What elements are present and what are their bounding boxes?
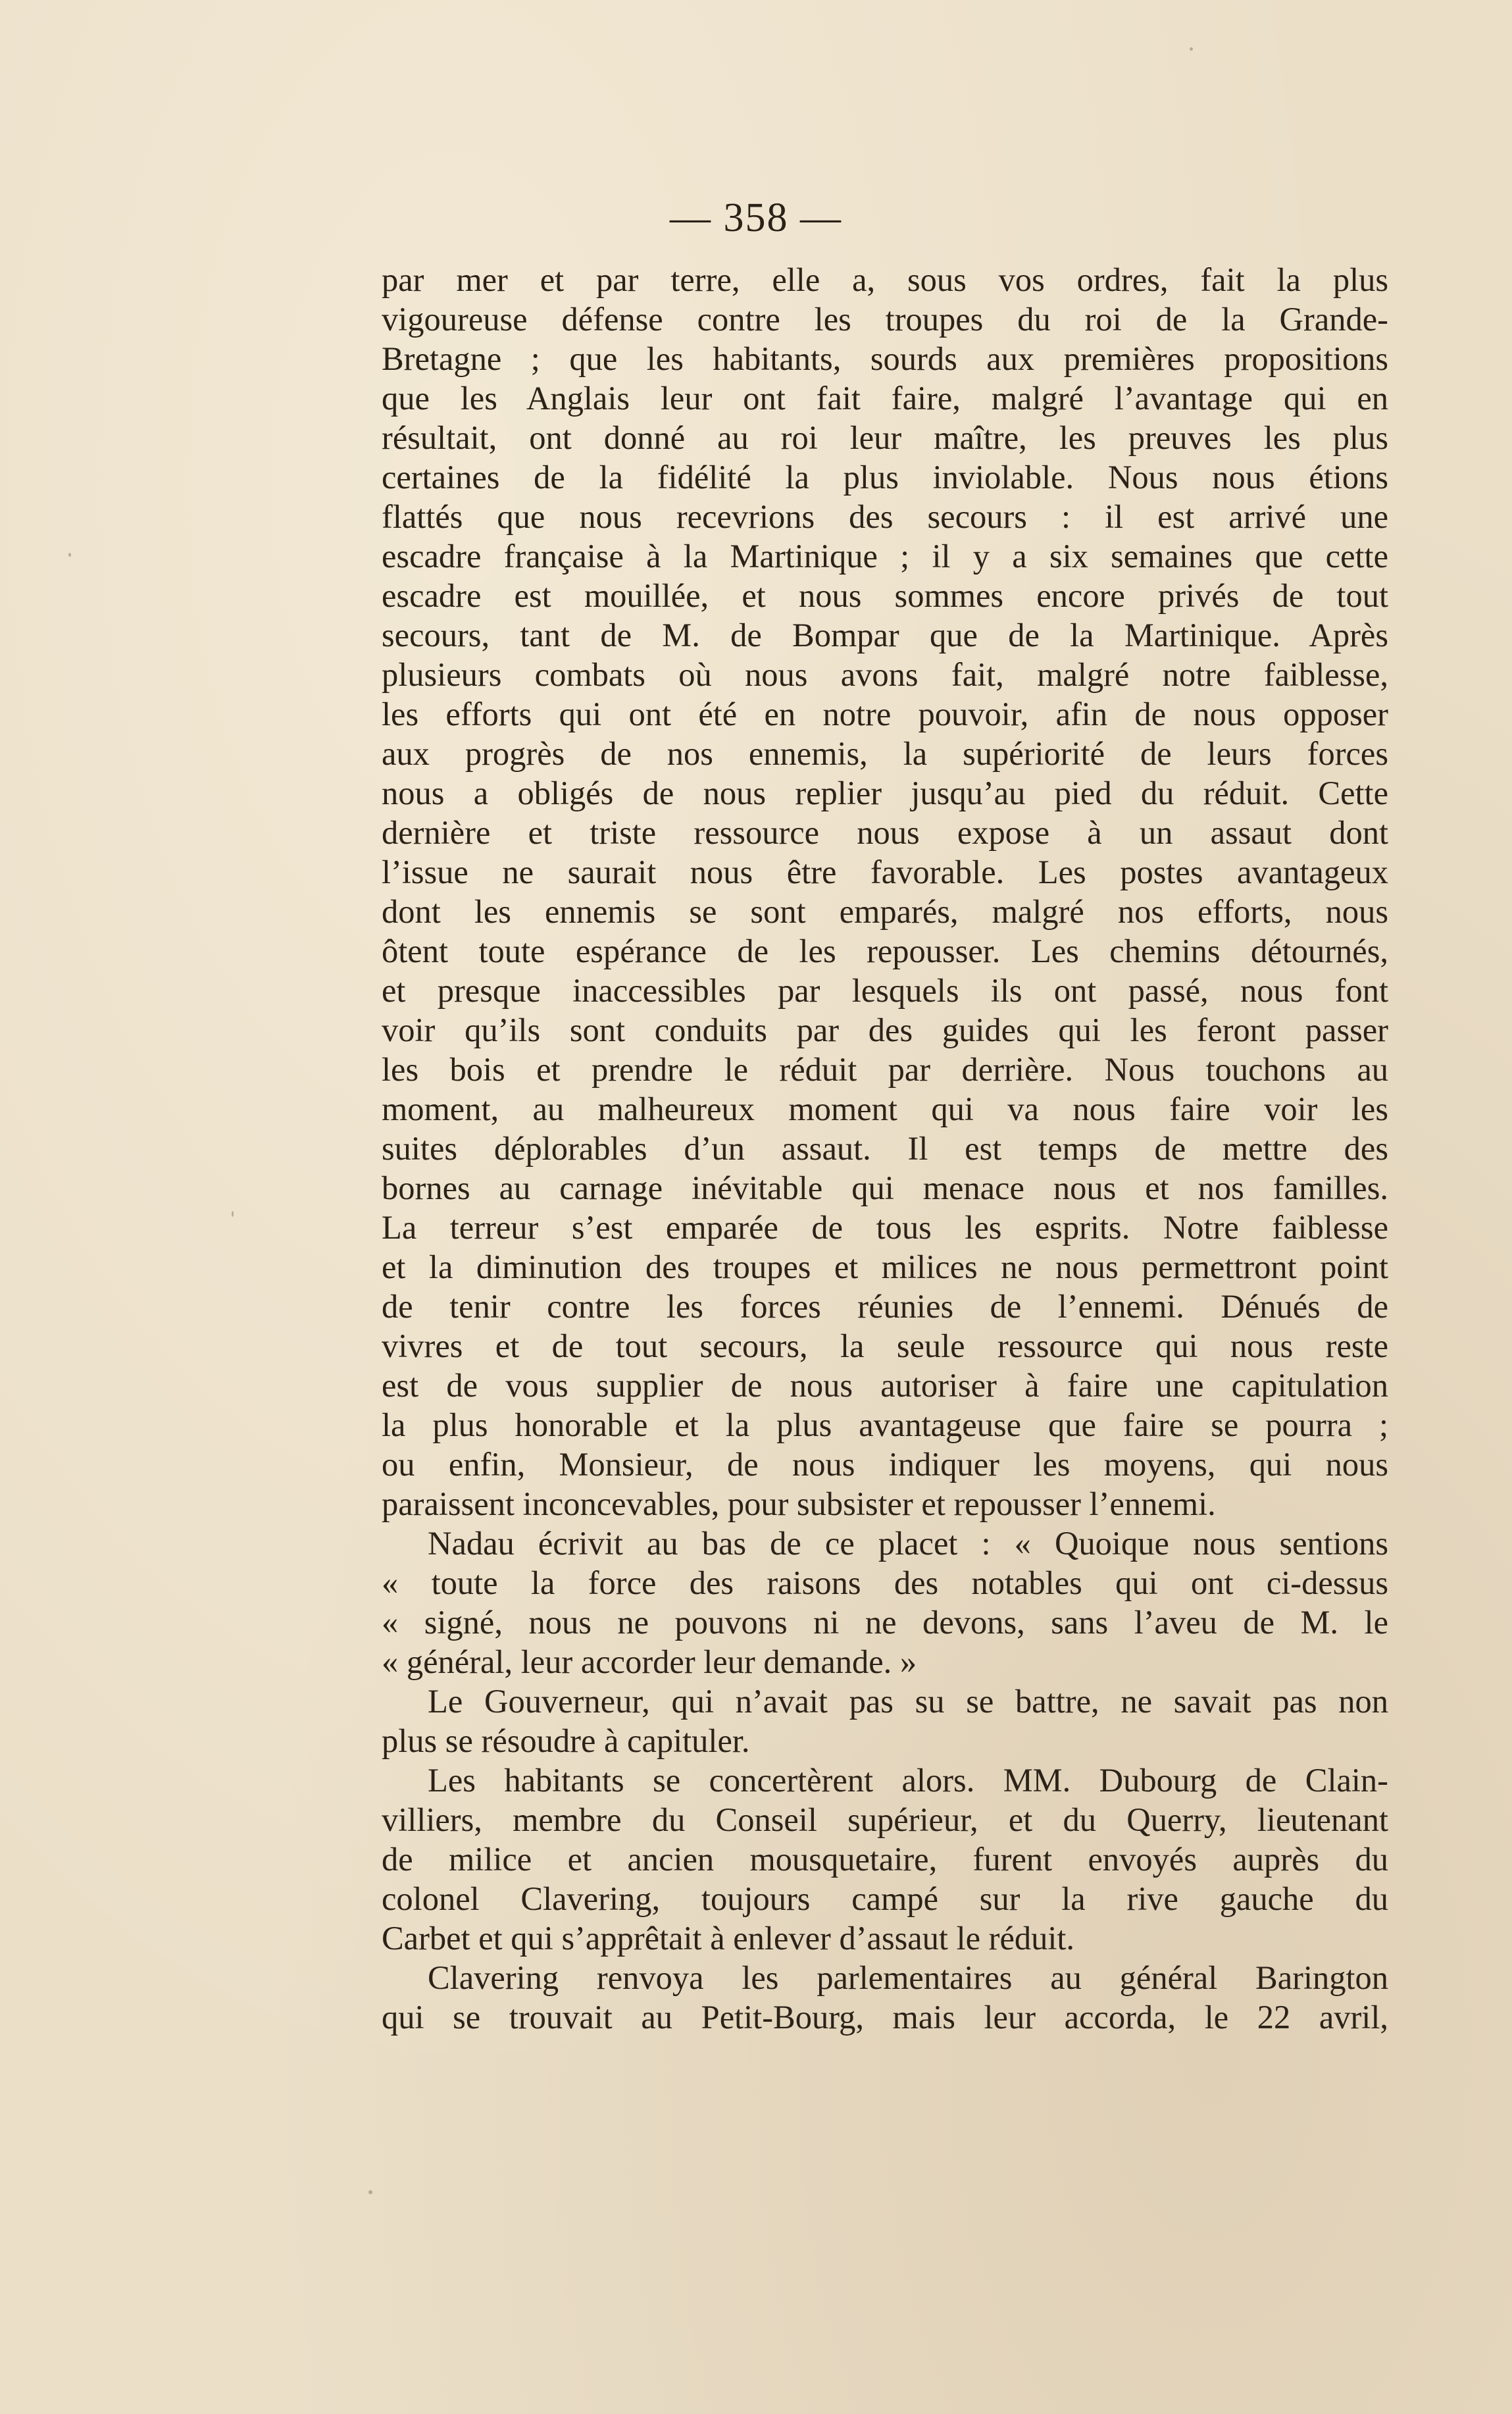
text-line: flattés que nous recevrions des secours : il est arrivé une — [382, 498, 1388, 535]
text-line: bornes au carnage inévitable qui menace nous et nos familles. — [382, 1169, 1388, 1206]
text-line: résultait, ont donné au roi leur maître, les preuves les plus — [382, 419, 1388, 456]
text-line: villiers, membre du Conseil supérieur, et du Querry, lieutenant — [382, 1801, 1388, 1838]
text-line: escadre est mouillée, et nous sommes encore privés de tout — [382, 577, 1388, 614]
text-line: paraissent inconcevables, pour subsister et repousser l’ennemi. — [382, 1485, 1216, 1522]
text-line: et la diminution des troupes et milices ne nous permettront point — [382, 1248, 1388, 1285]
paper-speck — [232, 1211, 234, 1217]
text-line: par mer et par terre, elle a, sous vos ordres, fait la plus — [382, 261, 1388, 298]
text-line: plusieurs combats où nous avons fait, malgré notre faiblesse, — [382, 656, 1388, 693]
paper-speck — [1190, 47, 1193, 51]
text-line: secours, tant de M. de Bompar que de la Martinique. Après — [382, 617, 1388, 654]
text-line: qui se trouvait au Petit-Bourg, mais leur accorda, le 22 avril, — [382, 1999, 1388, 2036]
text-line: nous a obligés de nous replier jusqu’au pied du réduit. Cette — [382, 775, 1388, 811]
text-line: ou enfin, Monsieur, de nous indiquer les moyens, qui nous — [382, 1446, 1388, 1483]
text-line: Le Gouverneur, qui n’avait pas su se battre, ne savait pas non — [428, 1683, 1388, 1720]
text-line: l’issue ne saurait nous être favorable. Les postes avantageux — [382, 854, 1388, 890]
text-line: « toute la force des raisons des notables qui ont ci-dessus — [382, 1564, 1388, 1601]
text-line: escadre française à la Martinique ; il y a six semaines que cette — [382, 538, 1388, 575]
text-line: Les habitants se concertèrent alors. MM. Dubourg de Clain- — [428, 1762, 1388, 1799]
text-line: vigoureuse défense contre les troupes du roi de la Grande- — [382, 301, 1388, 338]
paper-speck — [68, 553, 71, 557]
text-line: La terreur s’est emparée de tous les esprits. Notre faiblesse — [382, 1209, 1388, 1246]
text-line: colonel Clavering, toujours campé sur la rive gauche du — [382, 1880, 1388, 1917]
text-line: voir qu’ils sont conduits par des guides qui les feront passer — [382, 1012, 1388, 1048]
text-line: ôtent toute espérance de les repousser. Les chemins détournés, — [382, 933, 1388, 969]
text-line: « signé, nous ne pouvons ni ne devons, sans l’aveu de M. le — [382, 1604, 1388, 1641]
text-line: dont les ennemis se sont emparés, malgré nos efforts, nous — [382, 893, 1388, 930]
text-line: de milice et ancien mousquetaire, furent envoyés auprès du — [382, 1841, 1388, 1878]
body-text — [382, 260, 1388, 2037]
page-number: — 358 — — [670, 195, 842, 240]
text-line: les bois et prendre le réduit par derrière. Nous touchons au — [382, 1051, 1388, 1088]
text-line: Carbet et qui s’apprêtait à enlever d’assaut le réduit. — [382, 1920, 1075, 1957]
text-line: et presque inaccessibles par lesquels ils ont passé, nous font — [382, 972, 1388, 1009]
text-line: plus se résoudre à capituler. — [382, 1722, 750, 1759]
text-line: dernière et triste ressource nous expose à un assaut dont — [382, 814, 1388, 851]
text-line: la plus honorable et la plus avantageuse que faire se pourra ; — [382, 1406, 1388, 1443]
paper-speck — [368, 2190, 372, 2194]
text-line: Nadau écrivit au bas de ce placet : « Quoique nous sentions — [428, 1525, 1388, 1562]
text-line: aux progrès de nos ennemis, la supériorité de leurs forces — [382, 735, 1388, 772]
text-line: Clavering renvoya les parlementaires au général Barington — [428, 1959, 1388, 1996]
text-line: est de vous supplier de nous autoriser à faire une capitulation — [382, 1367, 1388, 1404]
text-line: certaines de la fidélité la plus inviolable. Nous nous étions — [382, 459, 1388, 496]
text-line: que les Anglais leur ont fait faire, malgré l’avantage qui en — [382, 380, 1388, 417]
text-line: de tenir contre les forces réunies de l’ennemi. Dénués de — [382, 1288, 1388, 1325]
text-line: suites déplorables d’un assaut. Il est temps de mettre des — [382, 1130, 1388, 1167]
text-line: les efforts qui ont été en notre pouvoir, afin de nous opposer — [382, 696, 1388, 732]
text-line: moment, au malheureux moment qui va nous faire voir les — [382, 1091, 1388, 1127]
text-line: vivres et de tout secours, la seule ressource qui nous reste — [382, 1327, 1388, 1364]
text-line: « général, leur accorder leur demande. » — [382, 1643, 917, 1680]
text-line: Bretagne ; que les habitants, sourds aux premières propositions — [382, 340, 1388, 377]
